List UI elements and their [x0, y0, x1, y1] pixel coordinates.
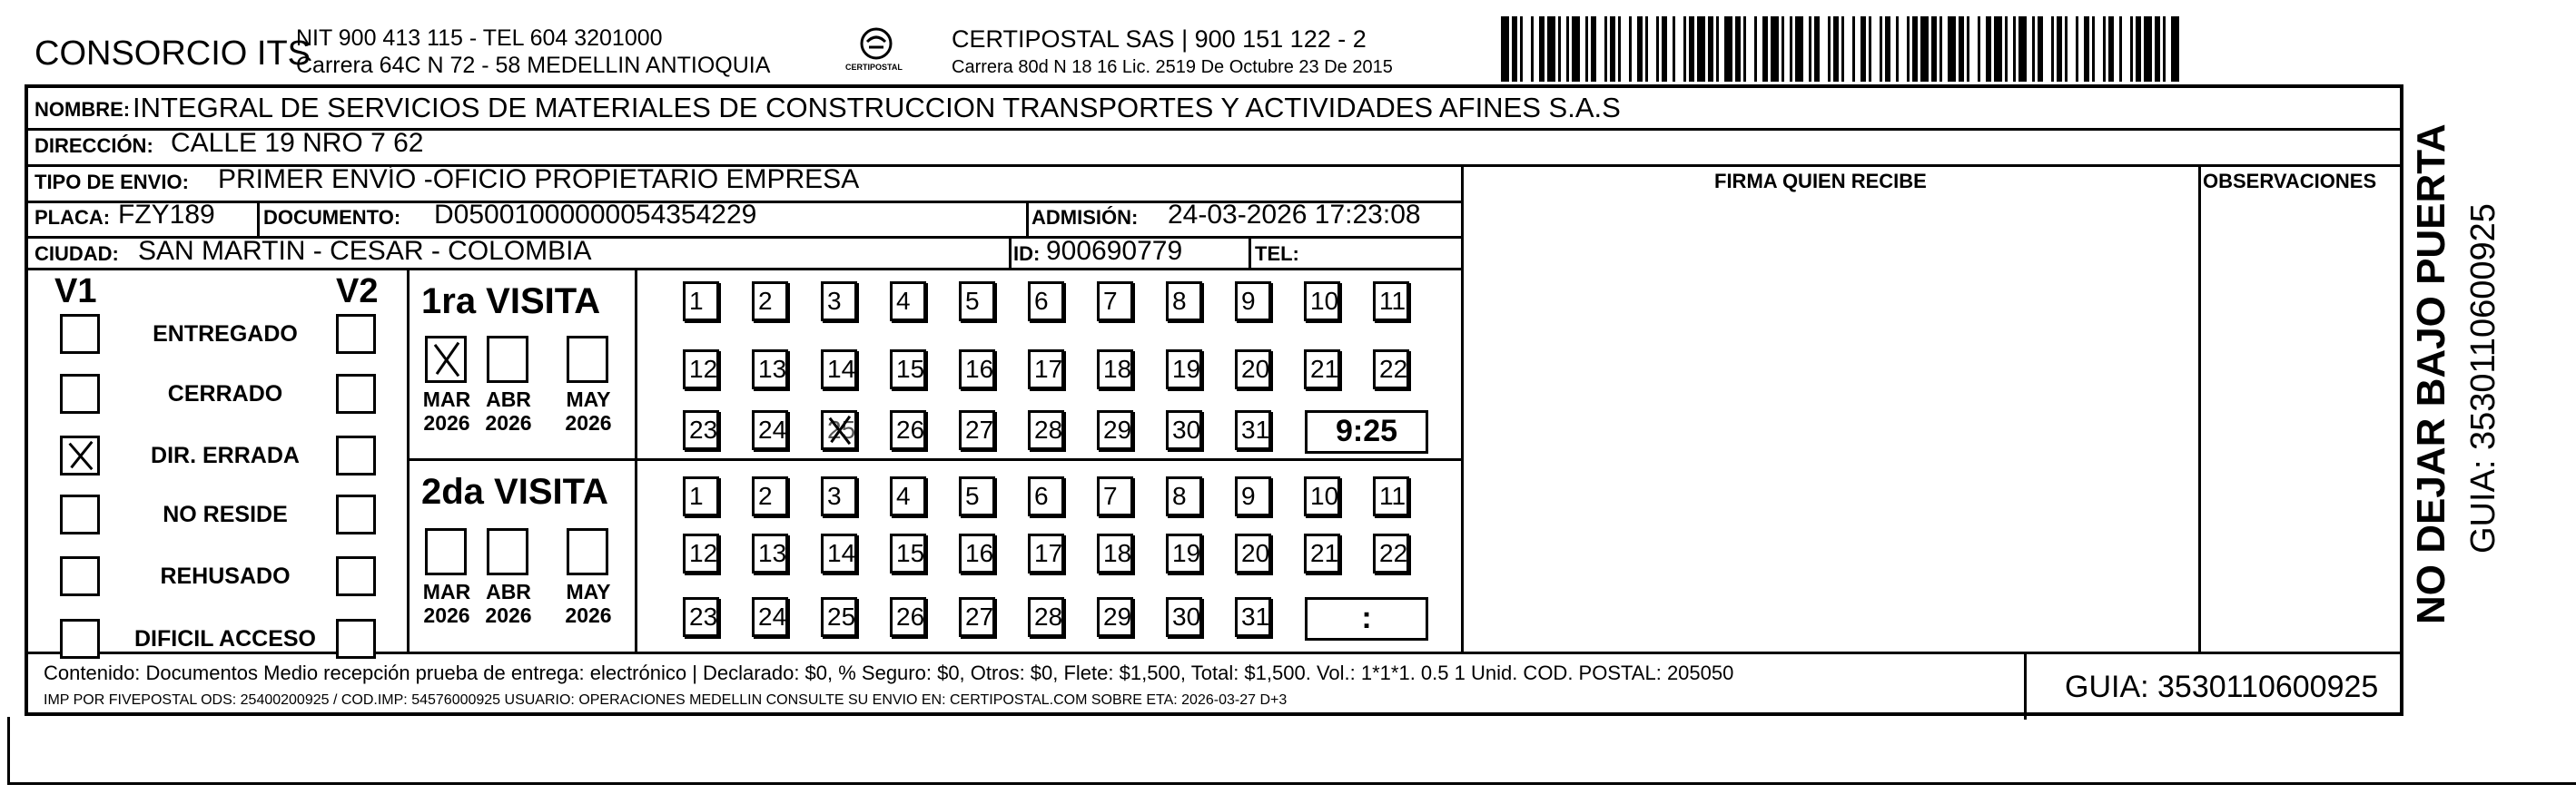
day-box: 12 [683, 349, 719, 389]
barcode-bar [1994, 16, 2002, 82]
status-label: CERRADO [167, 381, 283, 407]
cut-line [7, 782, 2576, 785]
day-number: 25 [827, 416, 856, 444]
day-box: 10 [1304, 476, 1340, 516]
day-box: 11 [1373, 281, 1409, 321]
barcode-bar [1959, 16, 1964, 82]
day-box: 11 [1373, 476, 1409, 516]
barcode-bar [2130, 16, 2133, 82]
day-box: 9 [1235, 476, 1271, 516]
id-label: ID: [1013, 242, 1041, 265]
day-box: 2 [752, 476, 788, 516]
v2-checkbox [336, 495, 376, 534]
barcode-bar [1790, 16, 1792, 82]
day-box: 1 [683, 281, 719, 321]
day-box: 4 [890, 281, 926, 321]
barcode-bar [1604, 16, 1607, 82]
day-box: 26 [890, 597, 926, 637]
direccion-label: DIRECCIÓN: [35, 134, 153, 157]
barcode-bar [1754, 16, 1757, 82]
barcode-bar [1912, 16, 1918, 82]
barcode-bar [1948, 16, 1956, 82]
status-label: REHUSADO [160, 564, 291, 589]
barcode-bar [1645, 16, 1648, 82]
company-name: CONSORCIO ITS [35, 34, 311, 73]
barcode-bar [1618, 16, 1621, 82]
v2-label: V2 [336, 272, 379, 310]
month-checkbox [567, 336, 608, 383]
handwritten-x-mark [63, 438, 97, 473]
barcode-bar [1656, 16, 1659, 82]
company-nit: NIT 900 413 115 - TEL 604 3201000 [296, 25, 663, 51]
day-box: 16 [959, 349, 995, 389]
v1-checkbox [60, 314, 100, 354]
v1-label: V1 [54, 272, 97, 310]
day-box: 29 [1097, 597, 1133, 637]
barcode-bar [1501, 16, 1509, 82]
firma-label: FIRMA QUIEN RECIBE [1714, 170, 1927, 192]
handwritten-x-mark [428, 338, 464, 380]
v1-checkbox [60, 436, 100, 476]
month-label: MAY 2026 [565, 387, 612, 435]
barcode-bar [1512, 16, 1517, 82]
barcode-bar [1629, 16, 1632, 82]
barcode-bar [1795, 16, 1803, 82]
day-box: 15 [890, 534, 926, 574]
barcode-bar [1771, 16, 1779, 82]
barcode-bar [2163, 16, 2166, 82]
day-box: 16 [959, 534, 995, 574]
status-label: DIR. ERRADA [151, 443, 300, 468]
barcode-bar [1572, 16, 1580, 82]
barcode-bar [1978, 16, 1980, 82]
month-label: MAR 2026 [422, 580, 471, 627]
barcode-bar [2065, 16, 2068, 82]
barcode-bar [2108, 16, 2114, 82]
certipostal-logo [845, 24, 903, 78]
month-checkbox [487, 336, 528, 383]
barcode-bar [1885, 16, 1890, 82]
barcode-bar [2038, 16, 2043, 82]
barcode-bar [1689, 16, 1694, 82]
v2-checkbox [336, 314, 376, 354]
barcode-bar [2032, 16, 2035, 82]
courier-nit: CERTIPOSTAL SAS | 900 151 122 - 2 [952, 25, 1367, 53]
day-box: 18 [1097, 349, 1133, 389]
day-box: 3 [821, 281, 857, 321]
day-box: 13 [752, 534, 788, 574]
day-box: 21 [1304, 534, 1340, 574]
day-box: 30 [1166, 410, 1202, 450]
day-box: 4 [890, 476, 926, 516]
day-box: 10 [1304, 281, 1340, 321]
v1-checkbox [60, 556, 100, 596]
footer-print-info: IMP POR FIVEPOSTAL ODS: 25400200925 / COD.IMP: 54576000925 USUARIO: OPERACIONES MEDELLIN CONSULTE SU ENVIO EN: CERTIPOSTAL.COM SOBRE ETA: 2026-03-27 D+3 [44, 692, 1288, 708]
day-box: 17 [1028, 534, 1064, 574]
ciudad-label: CIUDAD: [35, 242, 119, 265]
barcode-bar [1610, 16, 1615, 82]
barcode-bar [1673, 16, 1675, 82]
barcode [1501, 16, 2180, 82]
barcode-bar [2005, 16, 2008, 82]
barcode-bar [2119, 16, 2122, 82]
day-box: 27 [959, 597, 995, 637]
time-box: : [1305, 597, 1428, 641]
barcode-bar [1566, 16, 1569, 82]
side-guia: GUIA: 3530110600925 [2464, 203, 2502, 554]
barcode-bar [1520, 16, 1523, 82]
day-box: 31 [1235, 597, 1271, 637]
day-box: 7 [1097, 281, 1133, 321]
observaciones-label: OBSERVACIONES [2203, 170, 2377, 192]
day-box: 24 [752, 597, 788, 637]
v2-checkbox [336, 619, 376, 659]
day-box: 22 [1373, 349, 1409, 389]
barcode-bar [1585, 16, 1588, 82]
day-box: 14 [821, 349, 857, 389]
day-box: 15 [890, 349, 926, 389]
barcode-bar [1708, 16, 1713, 82]
documento-label: DOCUMENTO: [263, 206, 401, 229]
day-box: 7 [1097, 476, 1133, 516]
day-box: 17 [1028, 349, 1064, 389]
nombre-value: INTEGRAL DE SERVICIOS DE MATERIALES DE CONSTRUCCION TRANSPORTES Y ACTIVIDADES AFINES S.A.S [133, 92, 1621, 123]
barcode-bar [1637, 16, 1643, 82]
month-checkbox [425, 528, 467, 575]
barcode-bar [1907, 16, 1910, 82]
day-box: 31 [1235, 410, 1271, 450]
status-label: DIFICIL ACCESO [133, 626, 316, 652]
handwritten-x-mark [824, 413, 854, 447]
day-box: 1 [683, 476, 719, 516]
barcode-bar [2155, 16, 2160, 82]
v2-checkbox [336, 374, 376, 414]
day-box: 24 [752, 410, 788, 450]
barcode-bar [1880, 16, 1882, 82]
barcode-bar [1743, 16, 1746, 82]
nombre-label: NOMBRE: [35, 98, 131, 121]
day-box: 5 [959, 281, 995, 321]
day-box: 23 [683, 597, 719, 637]
day-box: 26 [890, 410, 926, 450]
barcode-bar [1735, 16, 1741, 82]
day-box: 28 [1028, 597, 1064, 637]
month-label: MAR 2026 [422, 387, 471, 435]
barcode-bar [1809, 16, 1811, 82]
barcode-bar [1683, 16, 1686, 82]
barcode-bar [2084, 16, 2089, 82]
second-visit-title: 2da VISITA [421, 472, 608, 512]
day-box: 19 [1166, 534, 1202, 574]
barcode-bar [1920, 16, 1929, 82]
cut-line-left [7, 717, 10, 784]
day-box: 12 [683, 534, 719, 574]
barcode-bar [1896, 16, 1899, 82]
barcode-bar [1547, 16, 1555, 82]
barcode-bar [1539, 16, 1545, 82]
tipo-envio-label: TIPO DE ENVIO: [35, 171, 189, 193]
day-box: 2 [752, 281, 788, 321]
month-label: ABR 2026 [485, 580, 532, 627]
v1-checkbox [60, 495, 100, 534]
barcode-bar [1841, 16, 1844, 82]
barcode-bar [2076, 16, 2078, 82]
v2-checkbox [336, 556, 376, 596]
month-checkbox [567, 528, 608, 575]
admision-label: ADMISIÓN: [1031, 206, 1139, 229]
barcode-bar [1591, 16, 1596, 82]
barcode-bar [1852, 16, 1855, 82]
day-box: 23 [683, 410, 719, 450]
barcode-bar [1869, 16, 1871, 82]
tipo-envio-value: PRIMER ENVÍO -OFICIO PROPIETARIO EMPRESA [218, 164, 860, 194]
month-label: ABR 2026 [485, 387, 532, 435]
barcode-bar [1967, 16, 1969, 82]
barcode-bar [2057, 16, 2062, 82]
day-box: 20 [1235, 349, 1271, 389]
status-label: NO RESIDE [163, 502, 288, 527]
status-label: ENTREGADO [153, 321, 298, 347]
barcode-bar [1939, 16, 1942, 82]
day-box: 28 [1028, 410, 1064, 450]
v1-checkbox [60, 619, 100, 659]
barcode-bar [2171, 16, 2179, 82]
day-box: 3 [821, 476, 857, 516]
v2-checkbox [336, 436, 376, 476]
day-box: 5 [959, 476, 995, 516]
day-box: 8 [1166, 281, 1202, 321]
side-warning: NO DEJAR BAJO PUERTA [2409, 123, 2453, 624]
placa-value: FZY189 [118, 200, 215, 230]
barcode-bar [1531, 16, 1534, 82]
barcode-bar [1558, 16, 1561, 82]
barcode-bar [1724, 16, 1732, 82]
barcode-bar [1697, 16, 1705, 82]
barcode-bar [2051, 16, 2054, 82]
barcode-bar [1781, 16, 1784, 82]
barcode-bar [1716, 16, 1719, 82]
day-box: 6 [1028, 281, 1064, 321]
day-box: 27 [959, 410, 995, 450]
placa-label: PLACA: [35, 206, 111, 229]
barcode-bar [2103, 16, 2106, 82]
day-box: 6 [1028, 476, 1064, 516]
courier-address: Carrera 80d N 18 16 Lic. 2519 De Octubre 23 De 2015 [952, 57, 1393, 77]
v1-checkbox [60, 374, 100, 414]
day-box: 9 [1235, 281, 1271, 321]
footer-content: Contenido: Documentos Medio recepción prueba de entrega: electrónico | Declarado: $0, % Seguro: $0, Otros: $0, Flete: $1,500, Total: $1,500. Vol.: 1*1*1. 0.5 1 Unid. COD. POSTAL: 205050 [44, 662, 1734, 684]
barcode-bar [2092, 16, 2095, 82]
day-box: 8 [1166, 476, 1202, 516]
time-box: 9:25 [1305, 410, 1428, 454]
barcode-bar [1828, 16, 1831, 82]
barcode-bar [1986, 16, 1991, 82]
day-box: 21 [1304, 349, 1340, 389]
admision-value: 24-03-2026 17:23:08 [1168, 200, 1421, 230]
id-value: 900690779 [1046, 236, 1183, 266]
day-box: 18 [1097, 534, 1133, 574]
logo-caption: CERTIPOSTAL [845, 63, 903, 72]
ciudad-value: SAN MARTIN - CESAR - COLOMBIA [138, 236, 592, 266]
barcode-bar [1814, 16, 1820, 82]
barcode-bar [2144, 16, 2152, 82]
month-checkbox [425, 336, 467, 383]
barcode-bar [1662, 16, 1667, 82]
day-box: 22 [1373, 534, 1409, 574]
tel-label: TEL: [1255, 242, 1299, 265]
barcode-bar [1833, 16, 1839, 82]
barcode-bar [2013, 16, 2016, 82]
barcode-bar [2018, 16, 2027, 82]
barcode-bar [1931, 16, 1937, 82]
day-box: 14 [821, 534, 857, 574]
documento-value: D05001000000054354229 [434, 200, 757, 230]
company-address: Carrera 64C N 72 - 58 MEDELLIN ANTIOQUIA [296, 53, 771, 78]
direccion-value: CALLE 19 NRO 7 62 [171, 128, 424, 158]
barcode-bar [1860, 16, 1866, 82]
day-box: 13 [752, 349, 788, 389]
footer-guia: GUIA: 3530110600925 [2065, 670, 2379, 704]
month-checkbox [487, 528, 528, 575]
day-box: 25 [821, 597, 857, 637]
barcode-bar [2136, 16, 2141, 82]
first-visit-title: 1ra VISITA [421, 281, 601, 321]
barcode-bar [1762, 16, 1768, 82]
day-box: 30 [1166, 597, 1202, 637]
day-box: 29 [1097, 410, 1133, 450]
month-label: MAY 2026 [565, 580, 612, 627]
day-box: 19 [1166, 349, 1202, 389]
day-box [821, 410, 857, 450]
day-box: 20 [1235, 534, 1271, 574]
